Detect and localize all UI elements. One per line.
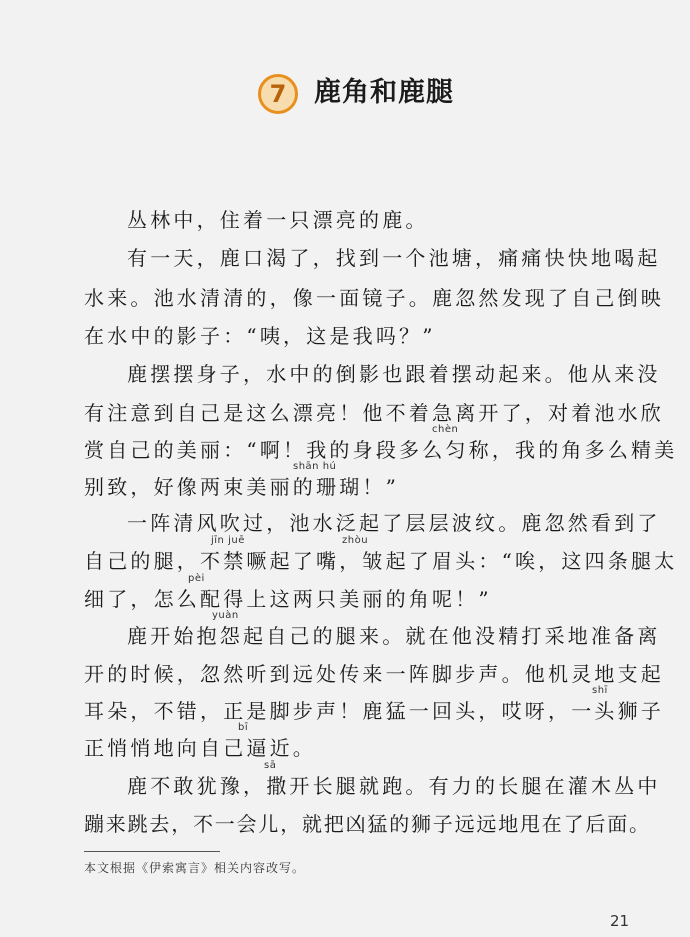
footnote: 本文根据《伊索寓言》相关内容改写。 [84,861,306,875]
text-line: 正悄悄地向自己逼近。 [84,736,316,760]
pinyin-annotation: chèn [432,424,459,435]
page-number: 21 [610,912,630,930]
footnote-divider [84,851,220,852]
text-line: 丛林中，住着一只漂亮的鹿。 [127,208,429,232]
text-line: 鹿不敢犹豫，撒开长腿就跑。有力的长腿在灌木丛中 [127,774,661,798]
pinyin-annotation: yuàn [212,610,239,621]
text-line: 开的时候，忽然听到远处传来一阵脚步声。他机灵地支起 [84,662,664,686]
text-line: 蹦来跳去，不一会儿，就把凶猛的狮子远远地甩在了后面。 [84,812,651,836]
text-line: 鹿开始抱怨起自己的腿来。就在他没精打采地准备离 [127,624,661,648]
text-line: 细了，怎么配得上这两只美丽的角呢！” [84,587,492,611]
pinyin-annotation: pèi [188,573,205,584]
text-line: 在水中的影子：“咦，这是我吗？” [84,324,436,348]
text-line: 一阵清风吹过，池水泛起了层层波纹。鹿忽然看到了 [127,511,661,535]
pinyin-annotation: zhòu [342,535,369,546]
text-line: 有一天，鹿口渴了，找到一个池塘，痛痛快快地喝起 [127,246,661,270]
pinyin-annotation: sā [264,760,277,771]
lesson-header [0,72,690,116]
lesson-title: 鹿角和鹿腿 [314,77,454,108]
pinyin-annotation: jīn juē [211,535,245,546]
text-line: 耳朵，不错，正是脚步声！鹿猛一回头，哎呀，一头狮子 [84,699,664,723]
text-line: 水来。池水清清的，像一面镜子。鹿忽然发现了自己倒映 [84,286,664,310]
text-line: 自己的腿，不禁噘起了嘴，皱起了眉头：“唉，这四条腿太 [84,549,678,573]
text-line: 别致，好像两束美丽的珊瑚！” [84,475,400,499]
pinyin-annotation: bī [238,722,249,733]
pinyin-annotation: shī [592,685,608,696]
text-line: 有注意到自己是这么漂亮！他不着急离开了，对着池水欣 [84,401,664,425]
text-line: 鹿摆摆身子，水中的倒影也跟着摆动起来。他从来没 [127,362,661,386]
text-line: 赏自己的美丽：“啊！我的身段多么匀称，我的角多么精美 [84,438,678,462]
lesson-number-badge: 7 [258,74,298,114]
pinyin-annotation: shān hú [293,461,337,472]
